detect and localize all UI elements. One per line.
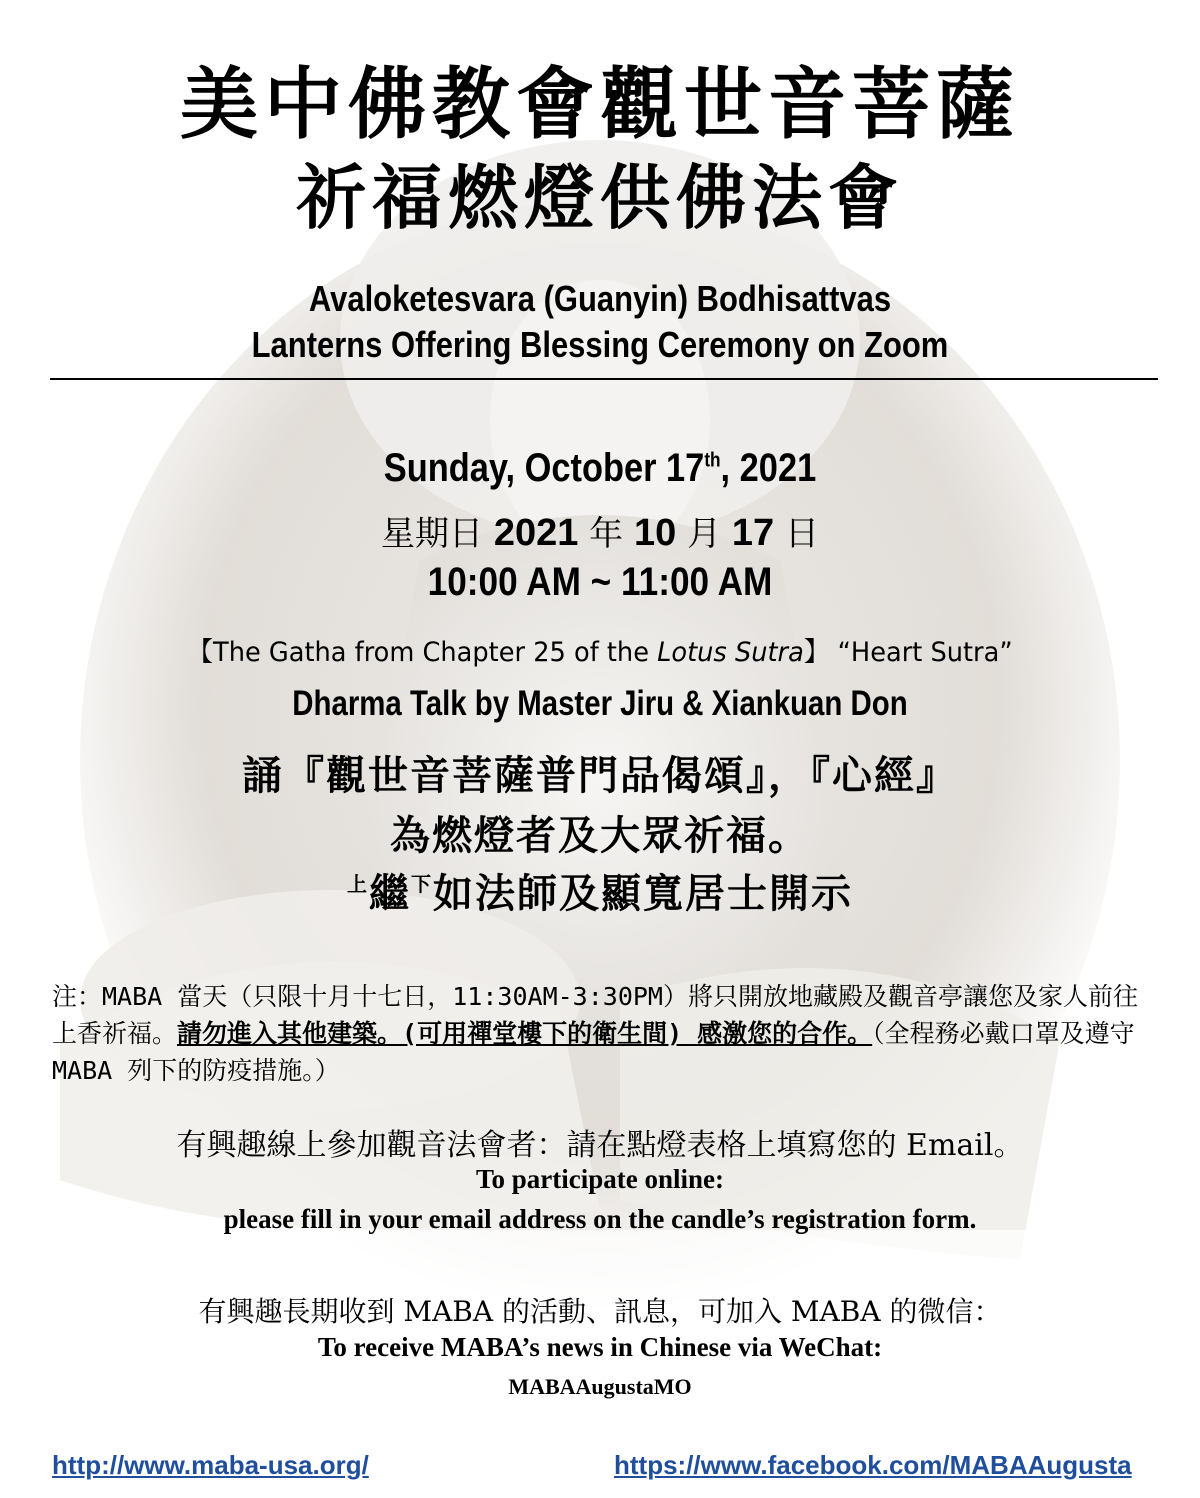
date-zh-year-char: 年 <box>589 514 624 554</box>
date-zh <box>0 506 1200 555</box>
title-zh-line1: 美中佛教會觀世音菩薩 <box>179 59 1020 150</box>
notice-part2: 請勿進入其他建築。(可用禪堂樓下的衛生間) 感激您的合作。 <box>177 1019 873 1048</box>
notice-part3: （全程務必戴口罩及遵守 MABA 列下的防疫措施。） <box>52 1019 1135 1085</box>
chant-zh-line1: 誦『觀世音菩薩普門品偈頌』，『心經』 <box>242 752 958 799</box>
title-zh-line2: 祈福燃燈供佛法會 <box>296 156 904 239</box>
chant-zh-mid: 繼 <box>369 870 411 917</box>
online-en-instruction: please fill in your email address on the candle’s registration form. <box>223 1204 977 1234</box>
date-zh-day-char: 日 <box>784 514 819 554</box>
date-zh-month-char: 月 <box>687 514 722 554</box>
wechat-en: To receive MABA’s news in Chinese via WeChat: <box>317 1332 883 1362</box>
chant-zh-rest: 如法師及顯寬居士開示 <box>433 870 853 917</box>
date-zh-year: 2021 <box>493 512 579 554</box>
gatha-line <box>30 630 1170 669</box>
date-zh-day: 17 <box>731 512 775 554</box>
date-en-prefix: Sunday, October 17 <box>383 446 705 490</box>
divider-line <box>50 378 1158 380</box>
dharma-talk: Dharma Talk by Master Jiru & Xiankuan Don <box>292 684 908 723</box>
notice-paragraph <box>52 978 1152 1089</box>
title-en-line2: Lanterns Offering Blessing Ceremony on Zoom <box>251 324 949 365</box>
date-zh-weekday: 星期日 <box>381 514 483 554</box>
chant-zh-line2: 為燃燈者及大眾祈福。 <box>390 812 810 859</box>
date-en-suffix: , 2021 <box>720 446 817 490</box>
online-en-heading: To participate online: <box>475 1164 724 1194</box>
title-en-line1: Avaloketesvara (Guanyin) Bodhisattvas <box>308 278 892 319</box>
gatha-italic: Lotus Sutra <box>657 637 804 668</box>
date-zh-month: 10 <box>633 512 677 554</box>
gatha-close: 】 “Heart Sutra” <box>803 637 1013 668</box>
wechat-zh: 有興趣長期收到 MABA 的活動、訊息，可加入 MABA 的微信： <box>198 1295 1002 1328</box>
event-time: 10:00 AM ~ 11:00 AM <box>427 560 773 604</box>
online-zh: 有興趣線上參加觀音法會者：請在點燈表格上填寫您的 Email。 <box>176 1128 1024 1163</box>
facebook-link[interactable]: https://www.facebook.com/MABAAugusta <box>614 1450 1132 1480</box>
date-en-ordinal: th <box>704 449 721 472</box>
website-link[interactable]: http://www.maba-usa.org/ <box>52 1450 369 1480</box>
chant-zh-line3 <box>0 862 1200 919</box>
gatha-open: 【The Gatha from Chapter 25 of the <box>187 637 658 668</box>
date-en <box>84 446 1116 491</box>
notice-part1: 注：MABA 當天（只限十月十七日，11:30AM-3:30PM）將只開放地藏殿及觀音亭讓您及家人前往上香祈福。 <box>52 982 1138 1048</box>
chant-zh-sup: 上 <box>347 872 369 896</box>
chant-zh-sub: 下 <box>411 872 433 896</box>
wechat-id: MABAAugustaMO <box>508 1374 692 1399</box>
